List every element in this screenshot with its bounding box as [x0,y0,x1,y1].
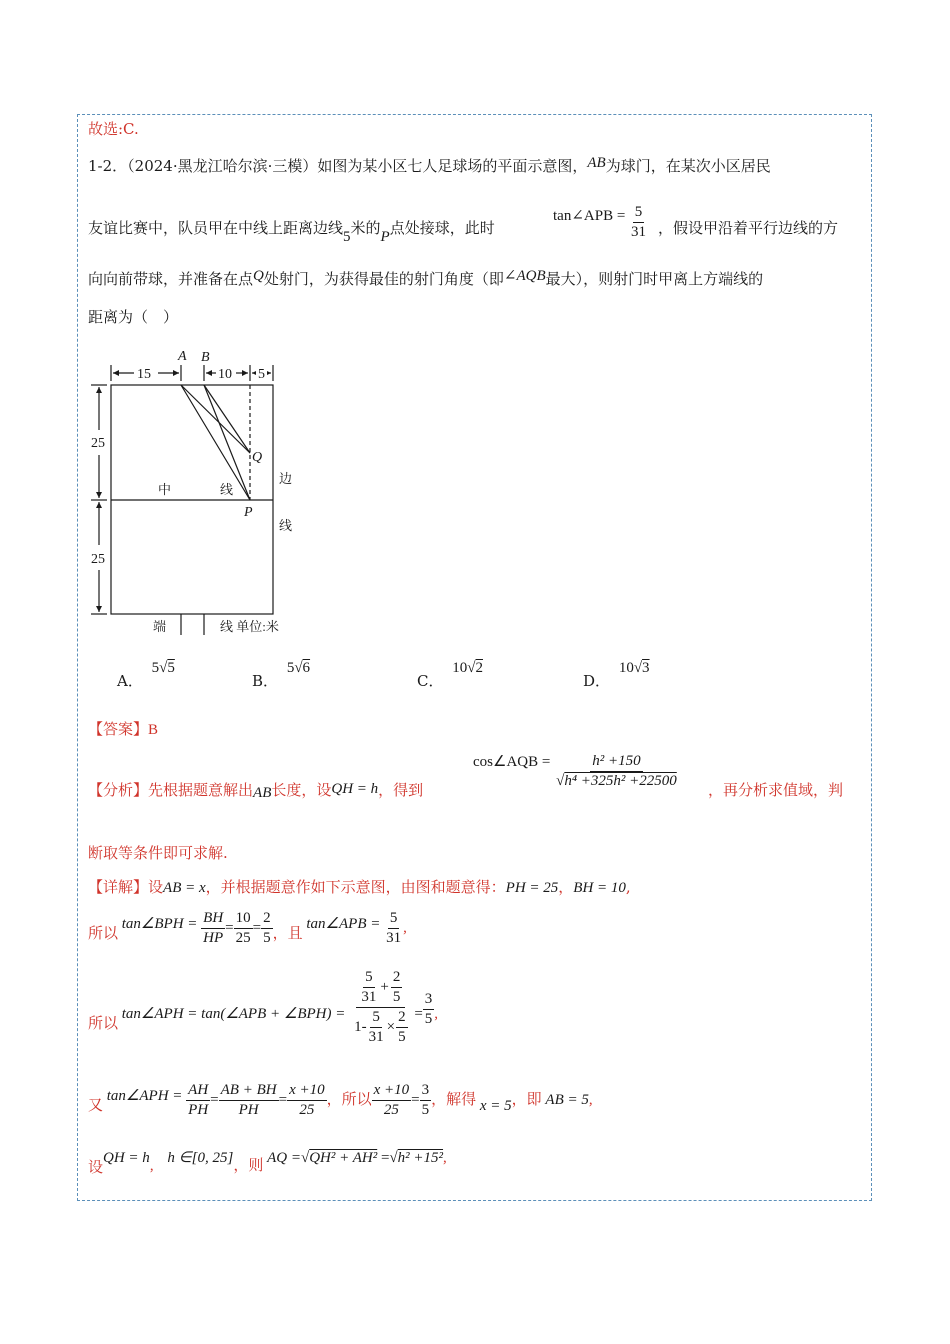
analysis-text-b: 长度，设 [271,781,332,799]
option-a-coef: 5 [151,660,160,676]
detail-line-2: 所以 tan∠BPH = $\frac{BH}{HP}$ = $\frac{10}{25}$ = $\frac{2}{5}$ ，且 tan∠APB = $\frac{5}{31}$ , [88,910,407,946]
option-a-letter: A． [117,672,143,690]
cos-num: h² +150 [590,752,642,772]
analysis-qh: QH = h [331,781,379,797]
detail-l5-aq: AQ = [267,1150,301,1166]
cos-den-rad: h⁴ +325h² +22500 [564,773,677,789]
problem-line-1 [88,156,771,177]
dim-5-label: 5 [258,367,265,382]
tan-apb-label: tan∠APB = [553,207,626,224]
option-a[interactable]: A． 5√5 [117,660,175,690]
answer-label: 【答案】 [88,720,149,738]
option-c-rad: 2 [475,660,483,676]
tan-apb-den: 31 [631,224,647,240]
option-c-coef: 10 [452,660,468,676]
problem-q: Q [253,268,264,284]
l2-f1d: HP [203,930,224,946]
l4-f2n: AB + BH [219,1081,279,1101]
problem-angle-aqb: ∠AQB [503,268,546,284]
analysis-text-c: ，得到 [378,781,424,799]
l3-plus: + [380,979,389,995]
l3-ta-n: 5 [363,968,375,988]
answer-value: B [148,722,159,738]
l3-result [423,990,435,1029]
detail-l1-a: 设 [148,878,164,896]
l4-f1n: AH [186,1081,210,1101]
problem-line3-c: 最大），则射门时甲离上方端线的 [545,270,764,288]
detail-l5-rad1: QH² + AH² [309,1150,378,1166]
problem-line3-b: 处射门，为获得最佳的射门角度（即 [263,270,504,288]
analysis-line-1-end: ，再分析求值域，判 [708,781,844,799]
dim-10-label: 10 [218,367,232,382]
analysis-ab: AB [253,785,272,801]
detail-l4-tan: tan∠APH = [106,1087,183,1104]
cos-den: √h⁴ +325h² +22500 [556,773,677,789]
analysis-line-2: 断取等条件即可求解. [88,844,228,862]
detail-l4-ji: ，即 [511,1089,542,1108]
l3-ba-d: 31 [368,1029,384,1045]
problem-intro-suffix: 为球门，在某次小区居民 [605,157,771,175]
l4-f4n: x +10 [372,1081,412,1101]
option-b[interactable]: B． 5√6 [252,660,311,690]
option-b-coef: 5 [286,660,295,676]
endline-label-left: 端 [153,619,167,634]
detail-l2-tan: tan∠BPH = [121,915,198,932]
l3-tb-d: 5 [392,989,401,1005]
analysis-cos-formula [473,752,679,791]
problem-ab: AB [587,155,606,171]
detail-l5-she: 设 [88,1158,104,1176]
analysis-label: 【分析】 [88,781,149,799]
l3-bb-n: 2 [396,1008,408,1028]
problem-line-3 [88,269,763,290]
answer-line [88,719,158,740]
detail-l1-ab: AB = x [163,880,206,896]
problem-line2-a: 友谊比赛中，队员甲在中线上距离边线 [88,219,344,237]
problem-line-4: 距离为（ ） [88,308,179,326]
l4-frac-5 [420,1081,432,1120]
point-b-label: B [201,350,210,365]
detail-l5-rad2: h² +15² [397,1150,444,1166]
detail-l1-b: ，并根据题意作如下示意图，由图和题意得： [205,878,506,896]
option-d-letter: D． [583,672,611,690]
l4-f5d: 5 [421,1102,430,1118]
endline-label-right: 线 单位:米 [220,619,279,634]
l3-tb-n: 2 [391,968,403,988]
detail-l4-you: 又 [88,1095,104,1114]
detail-l2-suo: 所以 [88,923,119,942]
l2-frac-3 [261,909,273,948]
option-a-rad: 5 [167,660,175,676]
l2-frac-4 [384,909,403,948]
detail-l4-x: x = 5 [479,1097,512,1114]
l4-frac-3 [287,1081,327,1120]
dim-25-bottom-label: 25 [91,552,105,567]
problem-line2-b: 米的 [350,219,381,237]
l3-top [356,968,405,1008]
l3-one: 1- [354,1019,367,1035]
midline-label-right: 线 [220,482,234,497]
problem-tan-apb [553,203,648,242]
detail-label: 【详解】 [88,878,149,896]
point-a-label: A [178,349,187,364]
problem-intro: 1-2．（2024·黑龙江哈尔滨·三模）如图为某小区七人足球场的平面示意图， [88,157,588,175]
option-b-letter: B． [252,672,279,690]
problem-p: P [380,229,390,245]
l3-ba-n: 5 [370,1008,382,1028]
detail-l4-jie: ，解得 [431,1089,477,1108]
option-c-letter: C． [417,672,444,690]
l4-f3d: 25 [299,1102,315,1118]
dim-15-label: 15 [137,367,151,382]
problem-line3-a: 向向前带球，并准备在点 [88,270,254,288]
sideline-label-2: 线 [279,518,293,533]
point-p-label: P [244,505,253,520]
l3-bottom [351,1008,410,1047]
l4-frac-4 [372,1081,412,1120]
l3-bb-d: 5 [398,1029,406,1045]
sideline-label-1: 边 [279,471,293,486]
detail-l4-suo: ，所以 [326,1089,372,1108]
tan-apb-num: 5 [633,203,645,223]
l4-f4d: 25 [383,1102,399,1118]
option-d-rad: 3 [642,660,650,676]
problem-line-2 [88,218,495,245]
detail-l2-tan2: tan∠APB = [306,915,381,932]
previous-answer: 故选:C. [88,120,139,138]
l3-res-n: 3 [423,990,435,1010]
cos-fraction [554,752,679,791]
detail-l1-ph: PH = 25 [505,880,559,896]
l4-frac-2 [219,1081,279,1120]
detail-l5-range: h ∈[0, 25] [167,1150,234,1166]
option-b-rad: 6 [302,660,311,676]
detail-l3-suo: 所以 [88,1014,119,1032]
l2-f2d: 25 [235,930,251,946]
l3-ta-d: 31 [361,989,377,1005]
detail-l5-qh: QH = h [103,1150,150,1166]
l3-times: × [386,1019,396,1035]
problem-line-2-end: ，假设甲沿着平行边线的方 [658,219,839,237]
analysis-line-1 [88,780,423,801]
detail-l5-ze: ，则 [233,1156,264,1174]
detail-line-3: 所以 tan∠APH = tan(∠APB + ∠BPH) = $\frac{5}{31}$ + $\frac{2}{5}$ 1- $\frac{5}{31}$ × $\frac{2}{5}$ = $\frac{3}{5}$ , [88,969,439,1045]
option-c[interactable]: C． 10√2 [417,660,483,690]
l2-f2n: 10 [234,909,253,929]
option-d-coef: 10 [618,660,634,676]
detail-l1-bh: BH = 10 [573,880,626,896]
problem-five: 5 [343,229,351,245]
detail-line-4: 又 tan∠APH = $\frac{AH}{PH}$ = $\frac{AB + BH}{PH}$ = $\frac{x +10}{25}$ ，所以 $\frac{x +10}{25}$ = $\frac{3}{5}$ ，解得 x = 5，即 AB = 5, [88,1082,593,1118]
l3-compound-fraction [351,968,410,1047]
l4-f3n: x +10 [287,1081,327,1101]
detail-line-5: 设QH = h, h ∈[0, 25]，则 AQ =√QH² + AH² =√h² +15², [88,1150,447,1176]
field-diagram [86,345,306,640]
detail-l4-ab: AB = 5 [545,1091,589,1108]
l2-f3d: 5 [263,930,271,946]
tan-apb-fraction [629,203,648,242]
l2-f4n: 5 [388,909,400,929]
option-d[interactable]: D． 10√3 [583,660,650,690]
detail-l3-tan: tan∠APH = tan(∠APB + ∠BPH) = [121,1006,346,1022]
l2-f3n: 2 [261,909,273,929]
l2-f1n: BH [201,909,225,929]
l2-f4d: 31 [386,930,402,946]
point-q-label: Q [252,450,263,465]
l4-f2d: PH [238,1102,259,1118]
dim-25-top-label: 25 [91,436,105,451]
detail-line-1: 【详解】设AB = x，并根据题意作如下示意图，由图和题意得：PH = 25，BH = 10, [88,878,631,896]
detail-l2-qie: ，且 [272,923,303,942]
cos-label: cos∠AQB = [473,753,551,770]
l4-f1d: PH [188,1102,209,1118]
midline-label-left: 中 [158,482,172,497]
analysis-text-a: 先根据题意解出 [148,781,254,799]
problem-line2-c: 点处接球，此时 [389,219,495,237]
l2-frac-1 [201,909,225,948]
l3-res-d: 5 [424,1011,433,1027]
l4-f5n: 3 [420,1081,432,1101]
l4-frac-1 [186,1081,210,1120]
l2-frac-2 [234,909,253,948]
